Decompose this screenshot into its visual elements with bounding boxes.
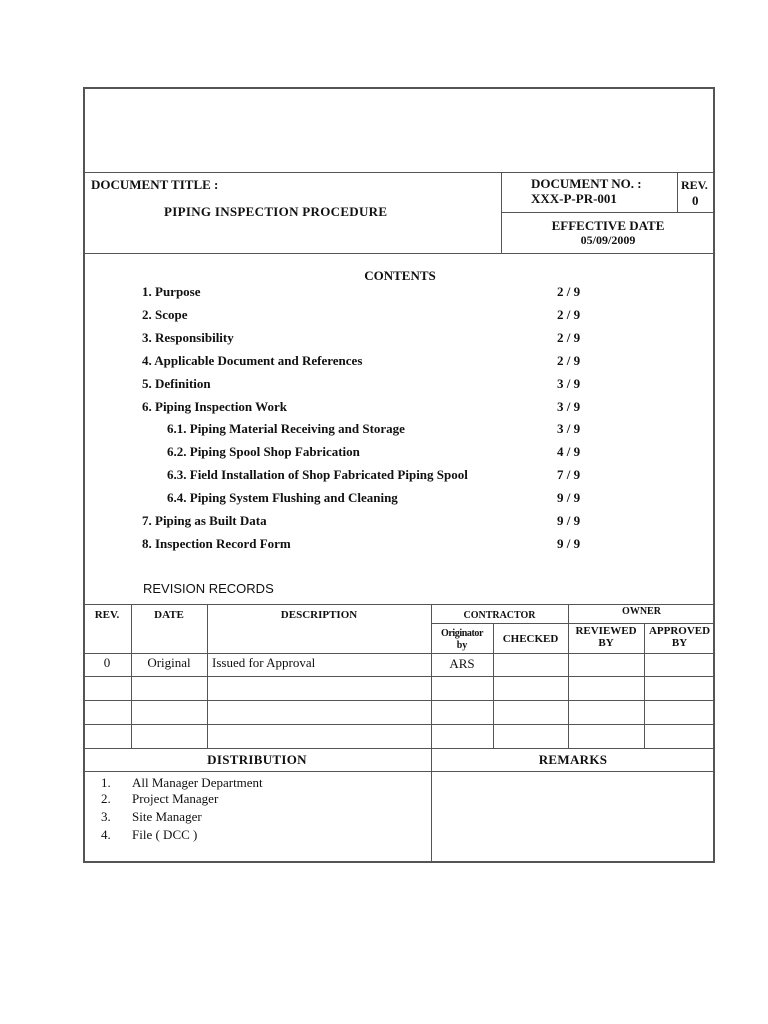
remarks-title: REMARKS [538,752,608,767]
distribution-title: DISTRIBUTION [207,752,307,767]
revision-col-reviewed: REVIEWED [575,625,637,637]
contents-item-label: 5. Definition [142,376,211,391]
revision-row-rev: 0 [103,655,111,670]
contents-item-page: 2 / 9 [557,330,581,345]
revision-row-date: Original [147,655,191,670]
revision-row-originator: ARS [449,656,475,671]
effective-date: 05/09/2009 [580,233,636,247]
distribution-item-number: 4. [101,827,111,842]
rule-revision-row-1 [83,676,715,677]
revision-col-reviewed-by: BY [598,637,614,649]
revision-col-description: DESCRIPTION [280,609,358,621]
distribution-item-text: File ( DCC ) [132,827,198,842]
rule-distribution-header-bottom [83,771,715,772]
revision-label: REV. [681,178,708,192]
contents-item-page: 9 / 9 [557,513,581,528]
revision-col-checked: CHECKED [502,633,559,645]
distribution-item-text: All Manager Department [132,775,263,790]
contents-item-label: 2. Scope [142,307,188,322]
contents-item-page: 9 / 9 [557,490,581,505]
contents-item-page: 9 / 9 [557,536,581,551]
revision-col-rev: REV. [94,609,120,621]
contents-item-label: 6.3. Field Installation of Shop Fabricated Piping Spool [167,467,468,482]
rule-col-description [207,604,208,748]
revision-value: 0 [692,193,699,208]
contents-item-label: 6.1. Piping Material Receiving and Storage [167,421,405,436]
revision-col-approved: APPROVED [648,625,711,637]
distribution-item-number: 3. [101,809,111,824]
document-title: PIPING INSPECTION PROCEDURE [164,204,388,219]
rule-docno-rev-divider [677,172,678,212]
contents-item-label: 6.4. Piping System Flushing and Cleaning [167,490,398,505]
revision-col-owner: OWNER [622,606,661,617]
revision-records-title: REVISION RECORDS [143,581,274,596]
contents-title: CONTENTS [364,268,436,283]
contents-item-page: 2 / 9 [557,284,581,299]
contents-item-page: 2 / 9 [557,307,581,322]
revision-row-description: Issued for Approval [212,655,316,670]
effective-date-label: EFFECTIVE DATE [551,218,665,233]
contents-item-label: 6. Piping Inspection Work [142,399,287,414]
contents-item-page: 2 / 9 [557,353,581,368]
revision-col-contractor: CONTRACTOR [463,610,536,621]
contents-item-label: 3. Responsibility [142,330,234,345]
revision-col-originator-by: by [456,640,468,651]
contents-item-label: 8. Inspection Record Form [142,536,291,551]
contents-item-label: 6.2. Piping Spool Shop Fabrication [167,444,360,459]
contents-item-page: 7 / 9 [557,467,581,482]
document-title-label: DOCUMENT TITLE : [91,177,219,192]
contents-item-page: 3 / 9 [557,376,581,391]
revision-col-date: DATE [154,609,184,621]
contents-item-page: 4 / 9 [557,444,581,459]
contents-item-label: 7. Piping as Built Data [142,513,267,528]
contents-item-page: 3 / 9 [557,399,581,414]
rule-col-date [131,604,132,748]
distribution-item-number: 1. [101,775,111,790]
document-number-label: DOCUMENT NO. : [531,176,642,191]
rule-revision-row-3 [83,724,715,725]
contents-item-page: 3 / 9 [557,421,581,436]
rule-contractor-sub [431,623,715,624]
rule-revision-header-bottom [83,653,715,654]
rule-revision-row-2 [83,700,715,701]
revision-col-approved-by: BY [671,637,688,649]
document-number: XXX-P-PR-001 [531,191,617,206]
rule-below-title-block [83,253,715,254]
rule-revision-top [83,604,715,605]
distribution-item-text: Site Manager [132,809,202,824]
revision-col-originator: Originator [440,628,484,639]
rule-below-logo-area [83,172,715,173]
rule-distribution-top [83,748,715,749]
distribution-item-number: 2. [101,791,111,806]
distribution-item-text: Project Manager [132,791,219,806]
rule-docno-divider [501,212,715,213]
contents-item-label: 4. Applicable Document and References [142,353,363,368]
contents-item-label: 1. Purpose [142,284,201,299]
